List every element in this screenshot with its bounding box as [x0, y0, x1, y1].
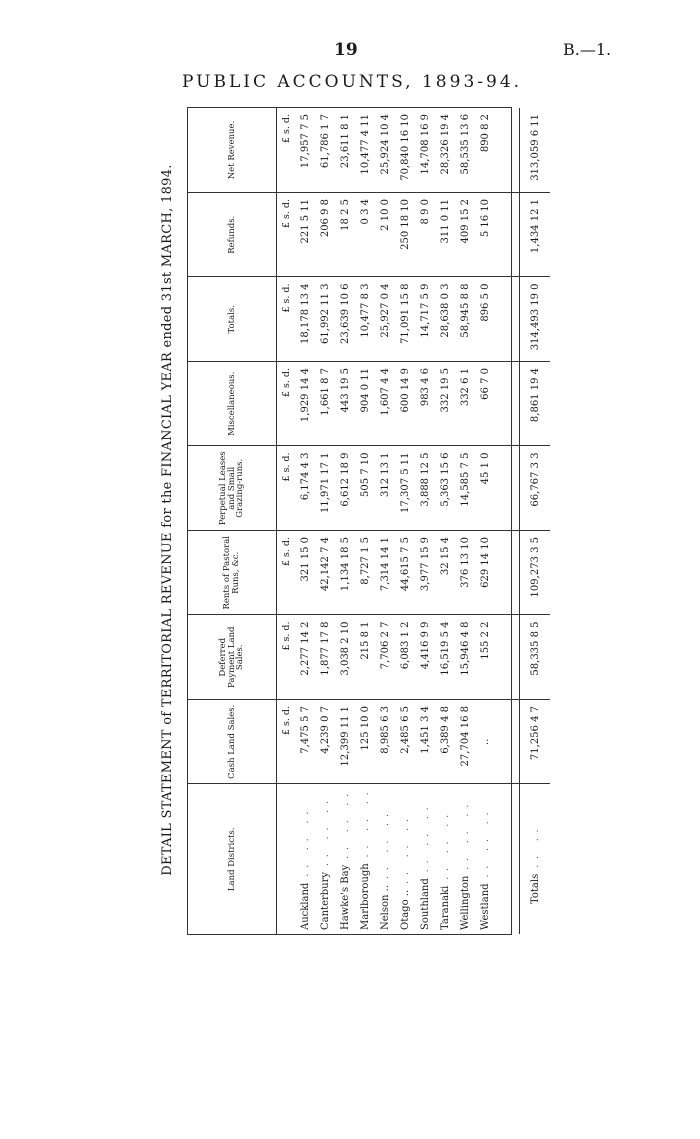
totals-row — [520, 108, 551, 934]
table-cell: 25,924 10 4 — [375, 108, 395, 193]
total-cell: 314,493 19 0 — [520, 277, 551, 362]
table-cell: 58,945 8 8 — [455, 277, 475, 362]
district-name: Hawke's Bay — [339, 864, 351, 930]
table-cell: 27,704 16 8 — [455, 700, 475, 785]
total-cell: 1,434 12 1 — [520, 193, 551, 278]
district-name: Nelson .. — [379, 885, 391, 930]
table-cell: 890 8 2 — [475, 108, 495, 193]
table-cell: 25,927 0 4 — [375, 277, 395, 362]
table-cell: 58,535 13 6 — [455, 108, 475, 193]
table-cell: 6,612 18 9 — [335, 446, 355, 531]
unit-label: £ s. d. — [277, 446, 296, 531]
table-cell: 66 7 0 — [475, 362, 495, 447]
table-cell: 15,946 4 8 — [455, 615, 475, 700]
table-cell: 18,178 13 4 — [295, 277, 315, 362]
table-row — [395, 108, 415, 934]
table-cell: 6,174 4 3 — [295, 446, 315, 531]
table-cell: 8,727 1 5 — [355, 531, 375, 616]
table-cell: 4,416 9 9 — [415, 615, 435, 700]
table-cell: 125 10 0 — [355, 700, 375, 785]
table-cell: 1,134 18 5 — [335, 531, 355, 616]
total-cell: 71,256 4 7 — [520, 700, 551, 785]
column-header: Totals. — [188, 277, 277, 362]
table-cell: 7,475 5 7 — [295, 700, 315, 785]
units-row — [277, 108, 296, 934]
table-cell: 332 19 5 — [435, 362, 455, 447]
totals-label: Totals — [529, 873, 541, 904]
table-cell: 505 7 10 — [355, 446, 375, 531]
table-cell: 0 3 4 — [355, 193, 375, 278]
table-row — [295, 108, 315, 934]
total-cell: 313,059 6 11 — [520, 108, 551, 193]
district-name: Otago .. — [399, 889, 411, 930]
table-cell: 600 14 9 — [395, 362, 415, 447]
table-cell: 332 6 1 — [455, 362, 475, 447]
table-cell: 904 0 11 — [355, 362, 375, 447]
table-row — [415, 108, 435, 934]
table-cell: 6,389 4 8 — [435, 700, 455, 785]
table-cell: 45 1 0 — [475, 446, 495, 531]
total-cell: 66,767 3 3 — [520, 446, 551, 531]
table-row — [435, 108, 455, 934]
table-row — [315, 108, 335, 934]
leader-dots: .. .. .. — [300, 805, 311, 877]
table-row — [475, 108, 495, 934]
total-cell: 8,861 19 4 — [520, 362, 551, 447]
table-row — [335, 108, 355, 934]
table-cell: 8 9 0 — [415, 193, 435, 278]
table-cell: 32 15 4 — [435, 531, 455, 616]
table-row — [375, 108, 395, 934]
table-cell: 2 10 0 — [375, 193, 395, 278]
table-cell: 16,519 5 4 — [435, 615, 455, 700]
table-cell: 28,638 0 3 — [435, 277, 455, 362]
unit-label: £ s. d. — [277, 193, 296, 278]
table-cell: 5,363 15 6 — [435, 446, 455, 531]
leader-dots: .. .. .. — [460, 798, 471, 870]
leader-dots: .. .. .. — [400, 812, 411, 884]
column-header: Miscellaneous. — [188, 362, 277, 447]
revenue-table — [188, 108, 550, 934]
table-cell: 1,451 3 4 — [415, 700, 435, 785]
rotated-table-block — [160, 105, 541, 935]
table-row — [455, 108, 475, 934]
total-cell: 58,335 8 5 — [520, 615, 551, 700]
district-name: Canterbury — [319, 871, 331, 930]
unit-label: £ s. d. — [277, 108, 296, 193]
table-cell: 312 13 1 — [375, 446, 395, 531]
table-cell: 206 9 8 — [315, 193, 335, 278]
table-cell: 6,083 1 2 — [395, 615, 415, 700]
column-header: Land Districts. — [188, 784, 277, 934]
table-cell: 1,929 14 4 — [295, 362, 315, 447]
table-cell: 3,977 15 9 — [415, 531, 435, 616]
table-cell: 61,992 11 3 — [315, 277, 335, 362]
table-cell: 2,485 6 5 — [395, 700, 415, 785]
unit-label: £ s. d. — [277, 362, 296, 447]
table-cell: 71,091 15 8 — [395, 277, 415, 362]
table-cell: 221 5 11 — [295, 193, 315, 278]
district-name: Auckland — [299, 882, 311, 930]
table-frame — [187, 107, 541, 935]
table-cell: 2,277 14 2 — [295, 615, 315, 700]
table-cell: 7,706 2 7 — [375, 615, 395, 700]
leader-dots: .. .. .. — [340, 787, 351, 859]
table-cell: 17,307 5 11 — [395, 446, 415, 531]
table-cell: 5 16 10 — [475, 193, 495, 278]
table-cell: .. — [475, 700, 495, 785]
total-cell: 109,273 3 5 — [520, 531, 551, 616]
district-name: Southland — [419, 878, 431, 930]
table-cell: 311 0 11 — [435, 193, 455, 278]
table-cell: 4,239 0 7 — [315, 700, 335, 785]
unit-label: £ s. d. — [277, 277, 296, 362]
page-number: 19 — [334, 40, 358, 60]
table-cell: 14,717 5 9 — [415, 277, 435, 362]
district-name: Marlborough — [359, 863, 371, 930]
table-cell: 250 18 10 — [395, 193, 415, 278]
column-header: Deferred Payment Land Sales. — [188, 615, 277, 700]
table-cell: 7,314 14 1 — [375, 531, 395, 616]
leader-dots: .. .. — [530, 823, 541, 868]
unit-label: £ s. d. — [277, 531, 296, 616]
district-name: Wellington — [459, 875, 471, 930]
table-cell: 42,142 7 4 — [315, 531, 335, 616]
leader-dots: .. .. .. — [480, 806, 491, 878]
table-cell: 1,877 17 8 — [315, 615, 335, 700]
table-cell: 18 2 5 — [335, 193, 355, 278]
table-cell: 12,399 11 1 — [335, 700, 355, 785]
table-cell: 215 8 1 — [355, 615, 375, 700]
table-cell: 896 5 0 — [475, 277, 495, 362]
table-cell: 3,888 12 5 — [415, 446, 435, 531]
table-cell: 70,840 16 10 — [395, 108, 415, 193]
leader-dots: .. .. .. — [320, 795, 331, 866]
table-cell: 409 15 2 — [455, 193, 475, 278]
column-header: Net Revenue. — [188, 108, 277, 193]
table-cell: 629 14 10 — [475, 531, 495, 616]
table-row — [355, 108, 375, 934]
leader-dots: .. .. .. — [440, 808, 451, 880]
leader-dots: .. .. .. — [360, 786, 371, 858]
district-name: Taranaki — [439, 885, 451, 930]
column-header: Rents of Pastoral Runs, &c. — [188, 531, 277, 616]
column-header: Perpetual Leases and Small Grazing-runs. — [188, 446, 277, 531]
table-cell: 61,786 1 7 — [315, 108, 335, 193]
spacer-row — [495, 108, 520, 934]
leader-dots: .. .. .. — [420, 801, 431, 873]
table-cell: 1,661 8 7 — [315, 362, 335, 447]
table-cell: 14,585 7 5 — [455, 446, 475, 531]
page-reference: B.—1. — [563, 40, 612, 59]
table-cell: 8,985 6 3 — [375, 700, 395, 785]
table-cell: 23,611 8 1 — [335, 108, 355, 193]
column-header: Refunds. — [188, 193, 277, 278]
page-heading: PUBLIC ACCOUNTS, 1893-94. — [182, 72, 523, 92]
table-cell: 10,477 8 3 — [355, 277, 375, 362]
table-cell: 28,326 19 4 — [435, 108, 455, 193]
table-cell: 10,477 4 11 — [355, 108, 375, 193]
leader-dots: .. .. .. — [380, 808, 391, 879]
table-cell: 983 4 6 — [415, 362, 435, 447]
table-title: DETAIL STATEMENT of TERRITORIAL REVENUE for the FINANCIAL YEAR ended 31st MARCH, 1894. — [160, 164, 175, 876]
unit-label: £ s. d. — [277, 700, 296, 785]
table-cell: 1,607 4 4 — [375, 362, 395, 447]
table-cell: 14,708 16 9 — [415, 108, 435, 193]
table-cell: 155 2 2 — [475, 615, 495, 700]
table-cell: 17,957 7 5 — [295, 108, 315, 193]
table-cell: 23,639 10 6 — [335, 277, 355, 362]
table-cell: 3,038 2 10 — [335, 615, 355, 700]
table-cell: 443 19 5 — [335, 362, 355, 447]
table-cell: 321 15 0 — [295, 531, 315, 616]
column-header: Cash Land Sales. — [188, 700, 277, 785]
table-cell: 376 13 10 — [455, 531, 475, 616]
district-name: Westland — [479, 883, 491, 930]
table-cell: 11,971 17 1 — [315, 446, 335, 531]
table-header-row — [188, 108, 277, 934]
unit-label: £ s. d. — [277, 615, 296, 700]
table-cell: 44,615 7 5 — [395, 531, 415, 616]
